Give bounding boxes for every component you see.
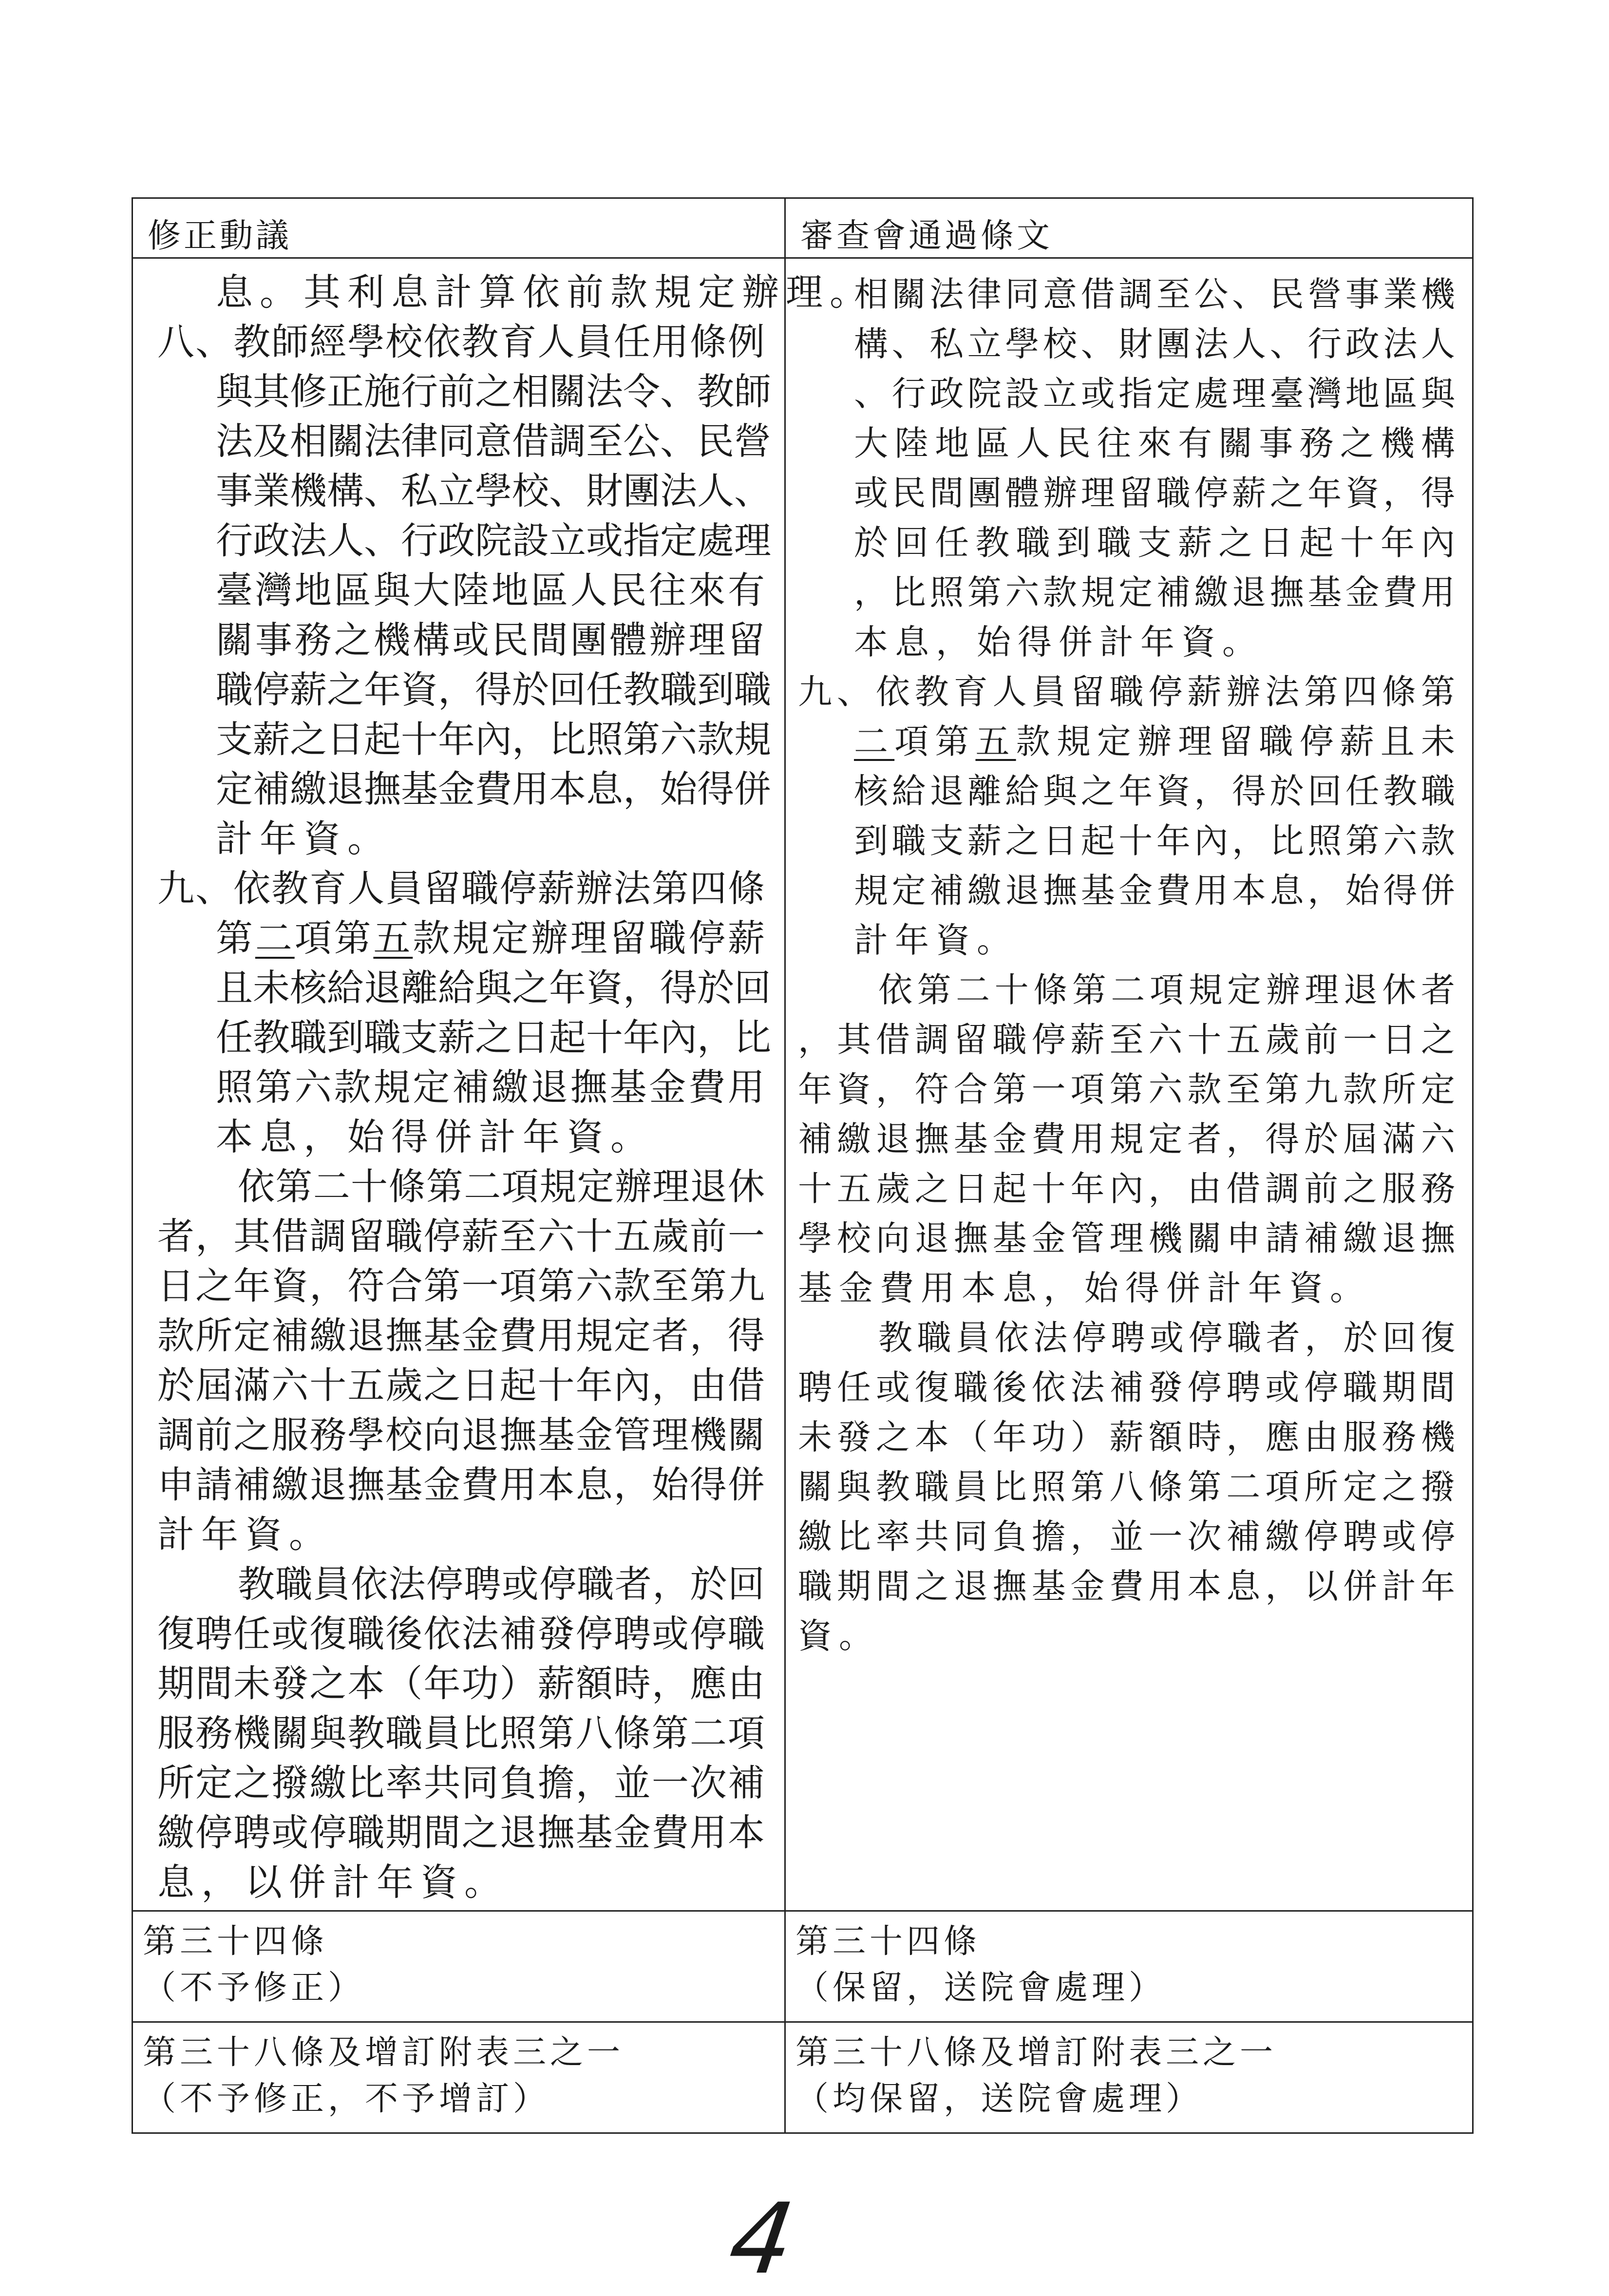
table-header-row [133,199,1472,257]
text-segment: 九、依教育人員留職停薪辦法第四條第 [798,672,1455,712]
committee-article-34 [786,1912,1472,2021]
text-segment: 教職員依法停聘或停職者，於回復 [878,1318,1455,1358]
text-segment: 聘任或復職後依法補發停聘或停職期間 [798,1367,1455,1407]
text-segment: 教職員依法停聘或停職者，於回 [238,1562,765,1606]
text-line [216,715,771,764]
text-line [854,468,1455,518]
text-segment: 繳停聘或停職期間之退撫基金費用本 [157,1811,765,1854]
text-segment: 照第六款規定補繳退撫基金費用 [216,1065,765,1109]
text-line [798,1561,1455,1611]
header-motion: 修正動議 [133,199,786,257]
text-segment: 法及相關法律同意借調至公、民營 [216,419,771,463]
text-segment: 依第二十條第二項規定辦理退休 [238,1165,765,1208]
text-line [798,1462,1455,1512]
text-line [878,1313,1455,1363]
header-committee-text: 審查會通過條文 [800,217,1053,255]
text-line [216,267,873,317]
text-line [854,915,1455,965]
text-segment: 八、教師經學校依教育人員任用條例 [157,320,765,363]
text-segment: 支薪之日起十年內，比照第六款規 [216,718,771,761]
text-segment: 職期間之退撫基金費用本息，以併計年 [798,1566,1455,1606]
text-line [238,1559,765,1609]
text-line [216,665,771,715]
text-line [798,1114,1455,1164]
paragraph-para [157,1162,765,1559]
text-segment: 未發之本（年功）薪額時，應由服務機 [798,1417,1455,1457]
text-line [216,1013,771,1063]
comparison-table [132,197,1474,2134]
motion-article-34 [133,1912,786,2021]
text-segment: 基金費用本息，始得併計年資。 [798,1268,1371,1308]
text-segment: 款規定辦理留職停薪且未 [1016,721,1456,761]
text-line [157,1410,765,1460]
text-line [854,418,1455,468]
text-segment: 第 [216,916,255,960]
text-line [157,1758,765,1808]
underlined-text: 二 [255,916,295,960]
paragraph-para [798,965,1455,1313]
text-line [157,1659,765,1708]
text-line [854,568,1455,617]
text-segment: 申請補繳退撫基金費用本息，始得併 [157,1463,765,1506]
text-segment: 九、依教育人員留職停薪辦法第四條 [157,867,765,910]
text-segment: 關與教職員比照第八條第二項所定之撥 [798,1467,1455,1507]
text-segment: 任教職到職支薪之日起十年內，比 [216,1016,771,1059]
text-line [798,1015,1455,1064]
text-line [216,566,765,615]
text-segment: 十五歲之日起十年內，由借調前之服務 [798,1169,1455,1209]
text-line [854,816,1455,866]
text-segment: 本息，始得併計年資。 [854,622,1263,662]
text-segment: 相關法律同意借調至公、民營事業機 [854,274,1455,314]
text-segment: 補繳退撫基金費用規定者，得於屆滿六 [798,1119,1455,1159]
text-line [216,615,765,665]
text-segment: 復聘任或復職後依法補發停聘或停職 [157,1612,765,1655]
text-line [157,1261,765,1311]
underlined-text: 二 [854,721,895,761]
text-segment: 大陸地區人民往來有關事務之機構 [854,423,1455,463]
text-line [216,516,771,566]
text-line [216,367,771,417]
page-number: 4 [722,2182,801,2296]
text-segment: 調前之服務學校向退撫基金管理機關 [157,1413,765,1457]
text-segment: 行政法人、行政院設立或指定處理 [216,519,771,562]
text-line [157,1361,765,1410]
text-line [854,269,1455,319]
paragraph-continuation [798,269,1455,667]
text-line [216,814,765,864]
text-line [854,617,1455,667]
text-segment: 核給退離給與之年資，得於回任教職 [854,771,1455,811]
text-line [157,1808,765,1858]
text-line [798,1263,1455,1313]
article-title: 第三十八條及增訂附表三之一 [795,2033,1277,2072]
text-segment: 計年資。 [157,1513,333,1556]
text-line [216,913,765,963]
text-segment: 繳比率共同負擔，並一次補繳停聘或停 [798,1517,1455,1556]
table-row-article [133,257,1472,1910]
text-line [798,667,1455,717]
text-line [157,1460,765,1510]
text-segment: 臺灣地區與大陸地區人民往來有 [216,569,765,612]
text-segment: 依第二十條第二項規定辦理退休者 [878,970,1455,1010]
text-line [157,317,765,367]
text-line [157,1510,765,1559]
text-line [854,866,1455,915]
text-line [854,369,1455,418]
text-segment: 學校向退撫基金管理機關申請補繳退撫 [798,1218,1455,1258]
text-segment: 年資，符合第一項第六款至第九款所定 [798,1069,1455,1109]
committee-article-38 [786,2023,1472,2132]
text-line [157,1311,765,1361]
article-title: 第三十四條 [795,1922,981,1961]
article-note: （不予修正，不予增訂） [143,2080,550,2118]
text-segment: 且未核給退離給與之年資，得於回 [216,966,771,1009]
article-note: （均保留，送院會處理） [795,2080,1203,2118]
table-row-article-34 [133,1910,1472,2021]
text-segment: 資。 [798,1616,880,1656]
text-segment: 本息，始得併計年資。 [216,1115,654,1158]
motion-article-38 [133,2023,786,2132]
text-line [157,864,765,913]
text-line [854,319,1455,369]
text-line [216,1112,765,1162]
paragraph-para [157,1559,765,1907]
text-line [798,1611,1455,1661]
committee-text-cell [786,259,1472,1910]
article-title: 第三十四條 [143,1922,328,1961]
text-segment: 或民間團體辦理留職停薪之年資，得 [854,473,1455,513]
text-segment: 規定補繳退撫基金費用本息，始得併 [854,871,1455,911]
text-segment: 到職支薪之日起十年內，比照第六款 [854,821,1455,861]
text-line [798,1164,1455,1214]
text-line [798,1412,1455,1462]
text-line [157,1609,765,1659]
paragraph-continuation [157,267,873,317]
table-row-article-38 [133,2021,1472,2132]
text-line [798,1064,1455,1114]
text-segment: 關事務之機構或民間團體辦理留 [216,618,765,662]
text-line [798,1363,1455,1412]
text-line [216,764,771,814]
text-segment: 於屆滿六十五歲之日起十年內，由借 [157,1364,765,1407]
text-line [157,1212,765,1261]
text-segment: 、行政院設立或指定處理臺灣地區與 [854,374,1455,414]
motion-text-cell [133,259,873,1910]
text-segment: 定補繳退撫基金費用本息，始得併 [216,767,771,811]
text-line [216,466,771,516]
article-note: （不予修正） [143,1969,365,2007]
text-line [878,965,1455,1015]
text-segment: 職停薪之年資，得於回任教職到職 [216,668,771,711]
text-segment: ，其借調留職停薪至六十五歲前一日之 [798,1020,1455,1060]
paragraph-para [798,1313,1455,1661]
underlined-text: 五 [373,916,413,960]
text-line [798,1214,1455,1263]
text-line [216,1063,765,1112]
text-line [157,1858,765,1907]
text-line [216,963,771,1013]
paragraph-item [157,317,771,864]
text-segment: 者，其借調留職停薪至六十五歲前一 [157,1214,765,1258]
text-segment: 事業機構、私立學校、財團法人、 [216,469,771,512]
article-title: 第三十八條及增訂附表三之一 [143,2033,625,2072]
text-segment: 所定之撥繳比率共同負擔，並一次補 [157,1761,765,1804]
text-segment: 日之年資，符合第一項第六款至第九 [157,1264,765,1308]
text-segment: 息，以併計年資。 [157,1860,508,1904]
text-segment: 於回任教職到職支薪之日起十年內 [854,523,1455,563]
text-segment: 期間未發之本（年功）薪額時，應由 [157,1662,765,1705]
text-line [238,1162,765,1212]
text-segment: 計年資。 [216,817,391,860]
text-segment: 款所定補繳退撫基金費用規定者，得 [157,1314,765,1357]
underlined-text: 五 [975,721,1016,761]
text-segment: 款規定辦理留職停薪 [413,916,765,960]
text-segment: 與其修正施行前之相關法令、教師 [216,370,771,413]
text-segment: 項第 [294,916,374,960]
text-segment: 息。其利息計算依前款規定辦理。 [216,270,873,314]
text-line [854,766,1455,816]
text-line [157,1708,765,1758]
text-segment: 構、私立學校、財團法人、行政法人 [854,324,1455,364]
article-note: （保留，送院會處理） [795,1969,1166,2007]
text-segment: 計年資。 [854,920,1018,960]
text-segment: ，比照第六款規定補繳退撫基金費用 [854,572,1455,612]
text-segment: 項第 [894,721,976,761]
text-line [216,417,771,466]
text-line [854,717,1455,766]
paragraph-item [157,864,771,1162]
text-line [798,1512,1455,1561]
text-segment: 服務機關與教職員比照第八條第二項 [157,1711,765,1755]
paragraph-item [798,667,1455,965]
text-line [854,518,1455,568]
